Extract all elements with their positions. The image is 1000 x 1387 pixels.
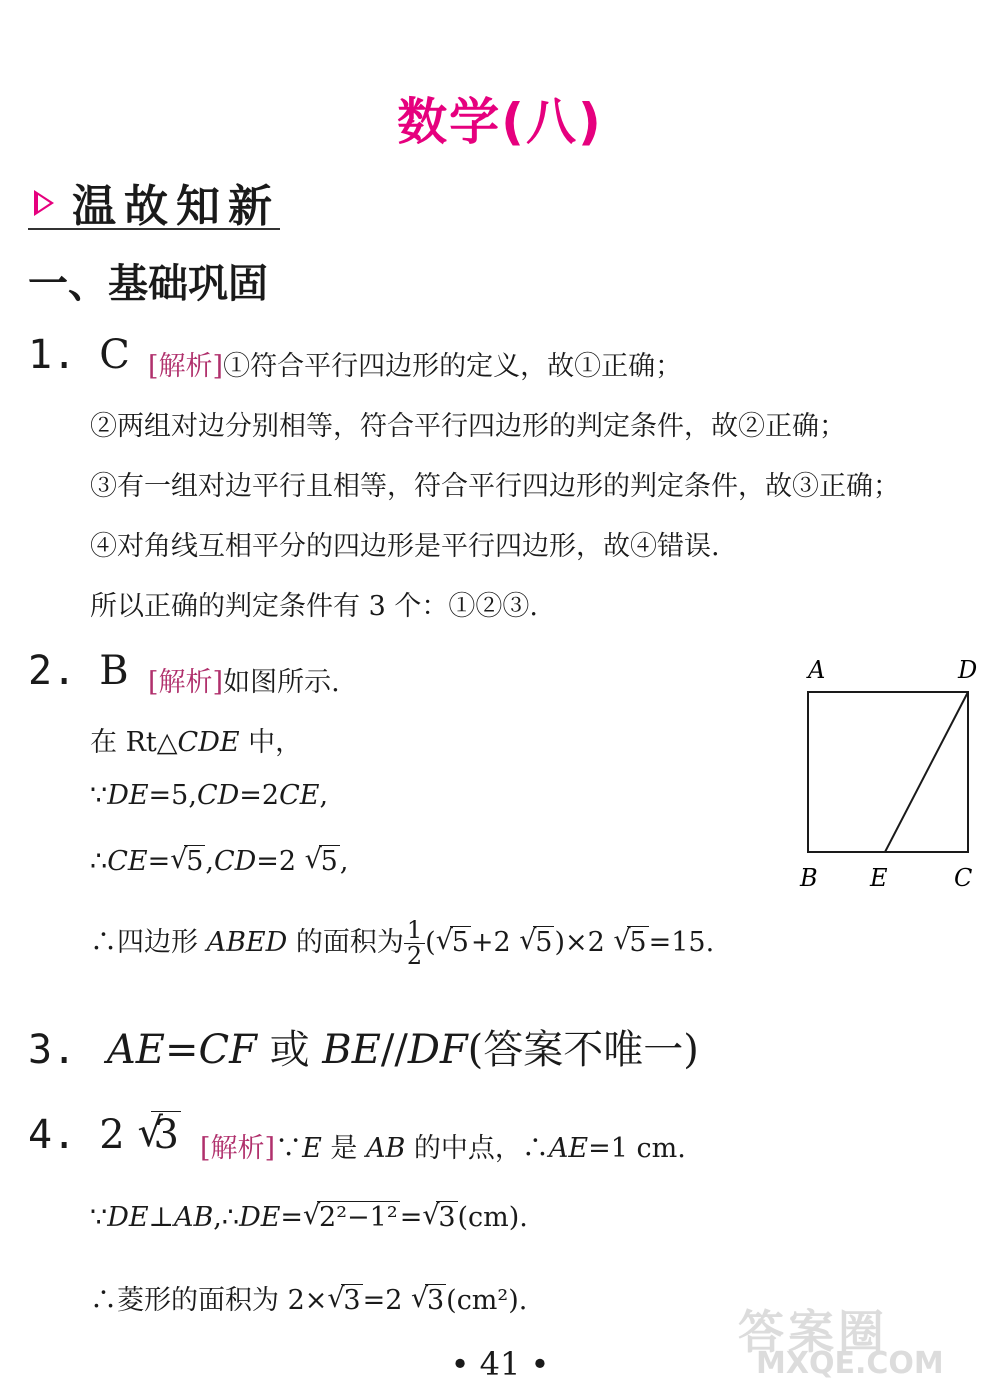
q3-e: BE [322,1027,381,1073]
q1-answer: C [99,332,130,378]
q1-text1: ①符合平行四边形的定义，故①正确； [223,351,683,382]
sqrt-radicand: 2²−1² [319,1202,398,1233]
q2-l3-d: CD [213,846,257,877]
section-header [28,168,280,230]
q4-ans-pre: 2 [99,1112,138,1158]
sqrt-radicand: 5 [320,846,338,877]
q3-a: AE [106,1027,165,1073]
sqrt-5 [170,846,205,877]
label-a: A [808,656,826,684]
sqrt-radicand: 3 [153,1112,179,1158]
q3-d: 或 [256,1027,323,1073]
q4-l2-f: DE [239,1202,281,1233]
q4-line1 [200,1126,686,1165]
q4-l1-c: 是 [321,1133,366,1164]
sqrt-radicand: 3 [343,1285,361,1316]
sqrt-3 [411,1285,446,1316]
q2-line2 [90,780,328,811]
watermark-url: MXQE.COM [756,1346,944,1381]
q3-h: (答案不唯一) [467,1027,699,1073]
label-c: C [954,864,973,892]
q1-line1 [148,344,682,383]
q2-l2-e: CE [279,780,320,811]
watermark-text: 答案圈 [738,1305,888,1359]
sqrt-radicand: 3 [438,1202,456,1233]
q3-g: DF [407,1027,468,1073]
sqrt-3 [137,1112,180,1158]
q2-header [28,648,129,694]
q4-line3 [90,1278,527,1317]
q4-l2-h: = [399,1202,423,1233]
q1-line3: ③有一组对边平行且相等，符合平行四边形的判定条件，故③正确； [90,471,900,502]
q4-l3-a: ∴菱形的面积为 2× [90,1285,328,1316]
q4-header [28,1112,181,1158]
fraction-numerator: 1 [404,918,425,944]
q2-l4-mid: 的面积为 [287,927,404,959]
q2-intro: 如图所示. [223,667,340,698]
q2-l1-pre: 在 Rt△ [90,727,178,758]
q3-parallel: // [380,1027,408,1073]
q4-number: 4. [28,1112,77,1158]
because-symbol: ∵ [275,1133,303,1164]
q2-l4-b: +2 [470,927,520,959]
q2-l2-a: DE [107,780,149,811]
q4-l1-f: AE [548,1133,589,1164]
q2-line0 [148,660,340,699]
sqrt-radicand: 3 [426,1285,445,1316]
q4-l2-g: = [280,1202,304,1233]
triangle-icon [34,190,54,216]
square-abcd [808,692,968,852]
sqrt-3 [327,1285,362,1316]
q4-l1-e: 的中点，∴ [405,1133,549,1164]
q2-l2-d: =2 [239,780,280,811]
sqrt-5 [305,846,340,877]
sqrt-radicand: 5 [186,846,204,877]
q2-line3 [90,846,348,877]
q2-l3-c: , [205,846,214,877]
q2-l3-a: CE [107,846,148,877]
q2-l4-var: ABED [206,927,288,959]
q4-l3-c: (cm²). [446,1285,528,1316]
q2-l4-d: =15. [648,927,715,959]
because-symbol: ∵ [90,1202,108,1233]
q1-line4: ④对角线互相平分的四边形是平行四边形，故④错误. [90,531,720,562]
therefore-symbol: ∴ [90,846,108,877]
sqrt-expression [303,1202,400,1233]
q2-l4-c: )×2 [554,927,614,959]
sqrt-5 [613,927,648,958]
q3-number: 3. [28,1027,77,1073]
q4-l1-b: E [302,1133,322,1164]
sqrt-5 [519,927,554,958]
q2-line4 [90,918,714,969]
label-e: E [870,864,888,892]
perpendicular-symbol: ⊥ [148,1202,174,1233]
q2-l4-a: ( [425,927,436,959]
sqrt-3 [422,1202,457,1233]
q2-analysis-tag: [解析] [148,667,224,698]
q4-line2 [90,1202,528,1233]
q2-l4-pre: ∴四边形 [90,927,207,959]
q4-l3-b: =2 [362,1285,411,1316]
q1-number: 1. [28,332,77,378]
q1-header [28,332,130,378]
q4-l2-i: (cm). [457,1202,528,1233]
q1-line2: ②两组对边分别相等，符合平行四边形的判定条件，故②正确； [90,411,846,442]
q2-l2-b: =5, [148,780,197,811]
q2-l1-post: 中， [239,727,303,758]
q2-l3-b: = [147,846,171,877]
sqrt-radicand: 5 [629,927,647,959]
label-b: B [800,864,818,892]
q4-analysis-tag: [解析] [200,1133,276,1164]
q4-l1-g: =1 cm. [588,1133,686,1164]
square-figure [790,652,990,902]
q1-line5: 所以正确的判定条件有 3 个：①②③. [90,591,538,622]
fraction-denominator: 2 [406,942,423,971]
q4-l2-d: AB [173,1202,214,1233]
q3-c: CF [198,1027,257,1073]
q2-number: 2. [28,648,77,694]
segment-de [885,692,968,852]
page-title: 数学(八) [397,93,603,151]
q2-l2-f: , [319,780,329,811]
watermark-logo [738,1296,988,1382]
sqrt-radicand: 5 [535,927,553,959]
part-heading: 一、基础巩固 [28,261,268,307]
q2-l2-c: CD [196,780,240,811]
label-d: D [958,656,978,684]
sqrt-5 [436,927,471,958]
q4-l2-e: ,∴ [213,1202,240,1233]
q1-analysis-tag: [解析] [148,351,224,382]
because-symbol: ∵ [90,780,108,811]
q4-l1-d: AB [365,1133,406,1164]
q2-line1 [90,720,302,759]
section-header-text: 温故知新 [72,181,280,232]
q2-answer: B [99,648,129,694]
q4-l2-b: DE [107,1202,149,1233]
sqrt-radicand: 5 [451,927,469,959]
q3-line [28,1018,699,1075]
page-number: • 41 • [450,1345,550,1383]
q2-l3-f: , [339,846,349,877]
q3-b: = [164,1027,199,1073]
q2-l1-var: CDE [177,727,240,758]
q4-answer [99,1112,181,1158]
fraction-one-half [404,918,425,969]
q2-l3-e: =2 [256,846,305,877]
